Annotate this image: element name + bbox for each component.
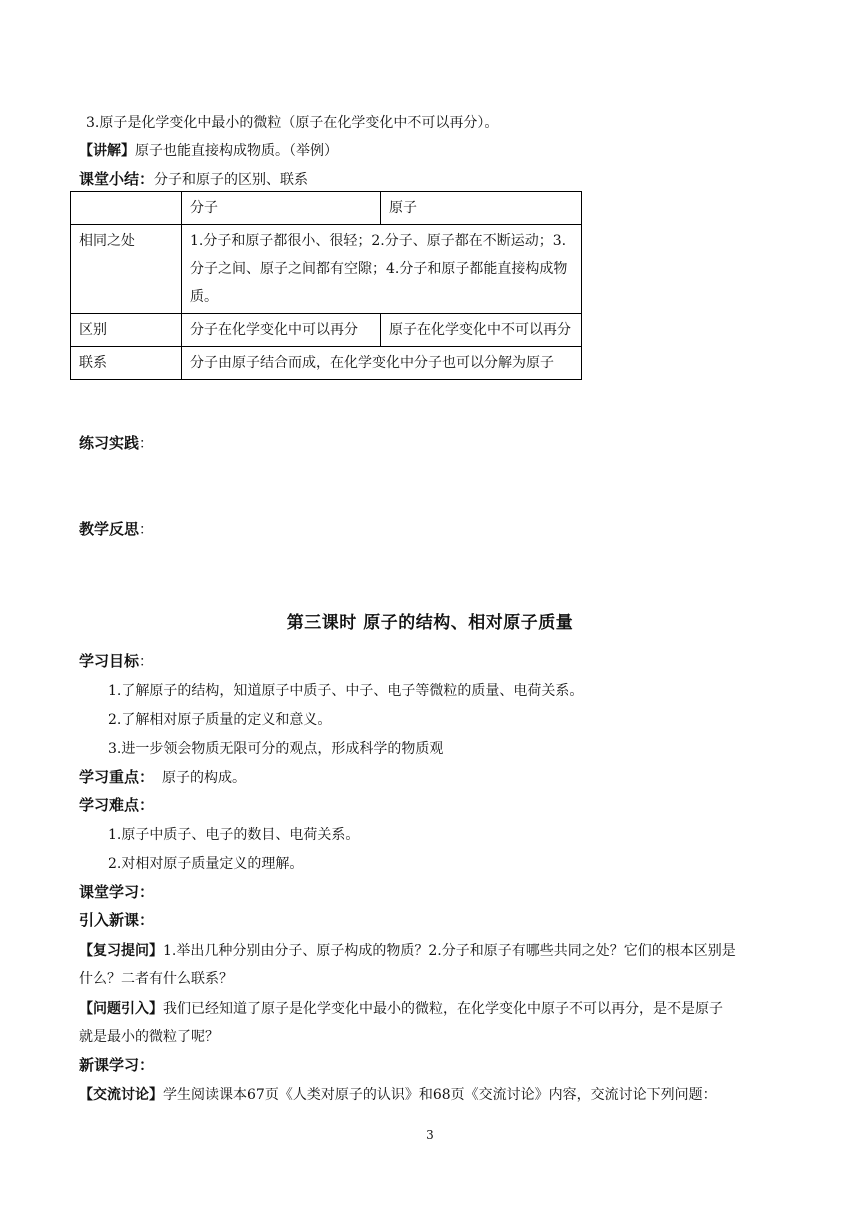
class-study-heading: 课堂学习：: [79, 883, 155, 901]
review-line-2: 什么？二者有什么联系？: [79, 971, 233, 987]
summary-heading: [79, 169, 308, 190]
goals-heading: [79, 651, 153, 672]
goal-item-3: 3.进一步领会物质无限可分的观点，形成科学的物质观: [108, 741, 444, 757]
intro-heading: 引入新课：: [79, 911, 155, 929]
row-diff-molecule: 分子在化学变化中可以再分: [182, 314, 381, 347]
goal-item-2: 2.了解相对原子质量的定义和意义。: [108, 712, 332, 728]
reflection-colon: ：: [139, 522, 154, 538]
header-molecule: 分子: [182, 192, 381, 225]
row-link-text: 分子由原子结合而成，在化学变化中分子也可以分解为原子: [182, 347, 582, 380]
atom-smallest-statement: 3.原子是化学变化中最小的微粒（原子在化学变化中不可以再分）。: [86, 115, 499, 131]
practice-colon: ：: [139, 436, 154, 452]
row-same-text: 1.分子和原子都很小、很轻；2.分子、原子都在不断运动；3.分子之间、原子之间都有空隙；4.分子和原子都能直接构成物质。: [182, 225, 582, 314]
goals-label: 学习目标: [79, 652, 140, 670]
row-diff-atom: 原子在化学变化中不可以再分: [381, 314, 582, 347]
new-lesson-heading: 新课学习：: [79, 1056, 155, 1074]
row-diff-label: 区别: [71, 314, 182, 347]
question-text-1: 我们已经知道了原子是化学变化中最小的微粒，在化学变化中原子不可以再分，是不是原子: [163, 1001, 723, 1017]
lesson-title: 第三课时 原子的结构、相对原子质量: [286, 613, 574, 633]
reflection-heading: [79, 519, 153, 540]
question-line-2: 就是最小的微粒了呢？: [79, 1029, 219, 1045]
explain-text: 原子也能直接构成物质。（举例）: [135, 143, 338, 159]
difficult-item-2: 2.对相对原子质量定义的理解。: [108, 856, 304, 872]
difficult-item-1: 1.原子中质子、电子的数目、电荷关系。: [108, 827, 360, 843]
explain-paragraph: [79, 141, 338, 161]
table-header-row: [71, 192, 582, 225]
summary-text: 分子和原子的区别、联系: [154, 172, 309, 188]
goal-item-1: 1.了解原子的结构，知道原子中质子、中子、电子等微粒的质量、电荷关系。: [108, 683, 584, 699]
table-row-same: [71, 225, 582, 314]
discussion-text: 学生阅读课本67页《人类对原子的认识》和68页《交流讨论》内容，交流讨论下列问题：: [163, 1087, 717, 1103]
summary-label: 课堂小结：: [79, 170, 155, 188]
review-line-1: [79, 941, 736, 961]
question-line-1: [79, 999, 723, 1019]
reflection-label: 教学反思: [79, 520, 140, 538]
difficult-label: 学习难点：: [79, 796, 155, 814]
key-point: [79, 767, 246, 788]
comparison-table: [70, 191, 582, 380]
explain-tag: 【讲解】: [79, 143, 135, 159]
page-number: 3: [426, 1128, 434, 1142]
discussion-tag: 【交流讨论】: [79, 1087, 163, 1103]
practice-heading: [79, 433, 153, 454]
header-atom: 原子: [381, 192, 582, 225]
discussion-line: [79, 1085, 717, 1105]
row-link-label: 联系: [71, 347, 182, 380]
question-tag: 【问题引入】: [79, 1001, 163, 1017]
review-text-1: 1.举出几种分别由分子、原子构成的物质？2.分子和原子有哪些共同之处？它们的根本区别是: [163, 943, 736, 959]
table-row-difference: [71, 314, 582, 347]
key-text: 原子的构成。: [162, 770, 247, 786]
practice-label: 练习实践: [79, 434, 140, 452]
goals-colon: ：: [139, 654, 154, 670]
key-label: 学习重点：: [79, 768, 155, 786]
row-same-label: 相同之处: [71, 225, 182, 314]
table-row-link: [71, 347, 582, 380]
table-corner-cell: [71, 192, 182, 225]
review-tag: 【复习提问】: [79, 943, 163, 959]
